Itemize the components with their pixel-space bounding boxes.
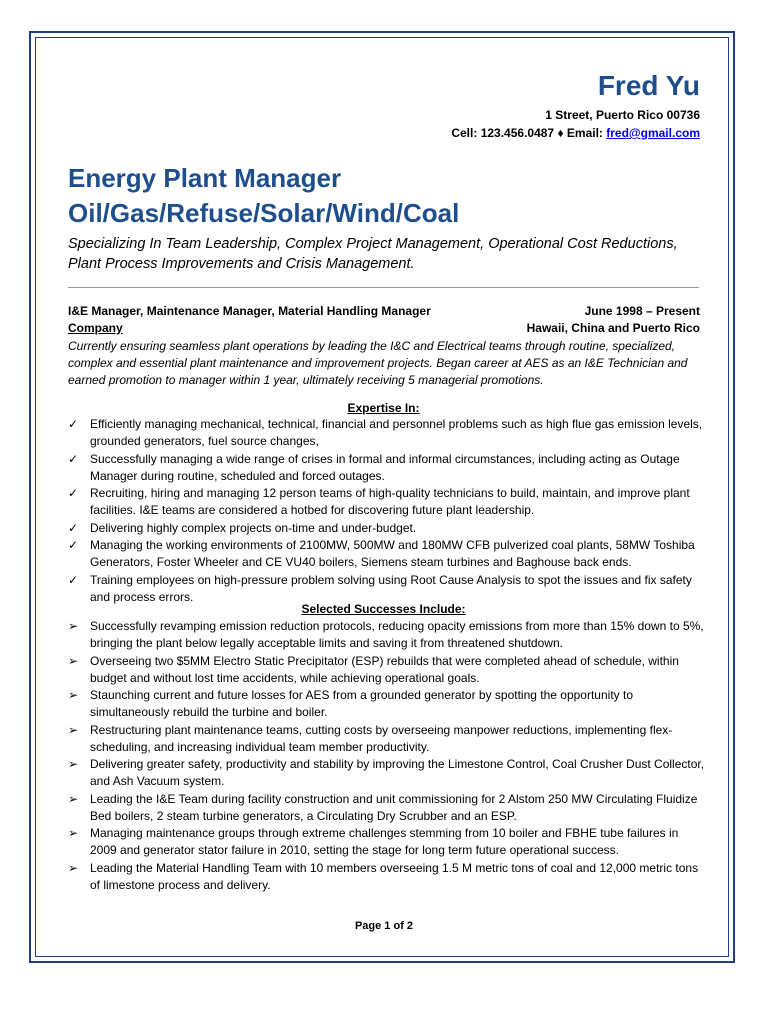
arrow-bullet-icon: ➢ [68,826,79,840]
list-item-text: Managing maintenance groups through extreme challenges stemming from 10 boiler and FBHE tube failures in 2009 and generator stator failure in 2010, setting the stage for long term future operational success. [90,826,679,857]
arrow-bullet-icon: ➢ [68,619,79,633]
list-item [68,687,708,721]
list-item [68,722,708,756]
list-item [68,416,708,450]
company-name: Company [68,321,123,335]
cell-label: Cell: [451,126,478,140]
list-item [68,537,708,571]
list-item [68,485,708,519]
email-label: Email: [566,126,603,140]
list-item-text: Recruiting, hiring and managing 12 person teams of high-quality technicians to build, maintain, and improve plant facilities. I&E teams are considered a hotbed for discovering future plant leadership. [90,486,690,517]
list-item [68,451,708,485]
cell-number: 123.456.0487 [480,126,555,140]
arrow-bullet-icon: ➢ [68,791,79,806]
arrow-bullet-icon: ➢ [68,722,79,737]
list-item-text: Leading the Material Handling Team with 10 members overseeing 1.5 M metric tons of coal and 12,000 metric tons of limestone process and delivery. [90,860,699,892]
checkmark-icon: ✓ [68,417,79,431]
expertise-list [68,416,708,606]
job-title: I&E Manager, Maintenance Manager, Material Handling Manager [68,304,431,318]
list-item-text: Leading the I&E Team during facility construction and unit commissioning for 2 Alstom 250 MW Circulating Fluidize Bed boilers, 2 steam turbine generators, a Circulating Dry Scrubber and an ESP. [90,791,698,823]
job-location: Hawaii, China and Puerto Rico [526,321,700,335]
list-item-text: Successfully managing a wide range of crises in formal and informal circumstances, including acting as Outage Manager during routine, scheduled and forced outages. [90,451,680,483]
list-item [68,860,708,894]
headline-title: Energy Plant Manager [68,163,342,193]
list-item [68,791,708,825]
job-dates: June 1998 – Present [584,304,700,318]
list-item [68,520,708,537]
arrow-bullet-icon: ➢ [68,860,79,875]
list-item-text: Staunching current and future losses for AES from a grounded generator by spotting the opportunity to simultaneously rebuild the turbine and boiler. [90,688,633,719]
diamond-separator-icon: ♦ [557,126,564,140]
arrow-bullet-icon: ➢ [68,688,79,702]
headline-industries: Oil/Gas/Refuse/Solar/Wind/Coal [68,198,460,228]
candidate-name: Fred Yu [597,70,700,101]
list-item [68,572,708,606]
checkmark-icon: ✓ [68,520,79,535]
checkmark-icon: ✓ [68,572,79,587]
list-item [68,618,708,652]
list-item-text: Delivering highly complex projects on-time and under-budget. [90,520,417,535]
list-item-text: Delivering greater safety, productivity and stability by improving the Limestone Control, Coal Crusher Dust Collector, and Ash Vacuum system. [90,757,705,788]
list-item-text: Managing the working environments of 2100MW, 500MW and 180MW CFB pulverized coal plants, 58MW Toshiba Generators, Foster Wheeler and CE VU40 boilers, Siemens steam turbines and Baghouse back ends. [90,538,695,569]
arrow-bullet-icon: ➢ [68,653,79,668]
job-summary: Currently ensuring seamless plant operations by leading the I&C and Electrical teams through routine, specialized, complex and essential plant maintenance and improvement projects. Began career at AES as an I&E Technician and earned promotion to manager within 1 year, ultimately receiving 5 managerial promotions. [68,339,688,387]
divider [68,287,699,288]
tagline: Specializing In Team Leadership, Complex Project Management, Operational Cost Reductions, Plant Process Improvements and Crisis Management. [68,236,678,272]
page-number: Page 1 of 2 [354,920,414,932]
list-item-text: Restructuring plant maintenance teams, cutting costs by overseeing manpower reductions, implementing flex-scheduling, and increasing individual team member productivity. [90,722,673,754]
successes-list [68,618,708,894]
successes-heading: Selected Successes Include: [301,602,466,616]
checkmark-icon: ✓ [68,486,79,500]
list-item-text: Overseeing two $5MM Electro Static Precipitator (ESP) rebuilds that were completed ahead of schedule, within budget and without lost time accidents, while achieving operational goals. [90,653,679,685]
list-item [68,756,708,790]
checkmark-icon: ✓ [68,451,79,466]
list-item-text: Training employees on high-pressure problem solving using Root Cause Analysis to spot the issues and fix safety and process errors. [90,572,692,604]
list-item-text: Successfully revamping emission reduction protocols, reducing opacity emissions from more than 15% down to 5%, bringing the plant below legally acceptable limits and saving it from threatened shutdown. [90,619,704,650]
arrow-bullet-icon: ➢ [68,757,79,771]
email-link[interactable]: fred@gmail.com [606,126,700,140]
list-item-text: Efficiently managing mechanical, technical, financial and personnel problems such as high flue gas emission levels, grounded generators, fuel source changes, [90,417,703,448]
checkmark-icon: ✓ [68,538,79,552]
list-item [68,825,708,859]
list-item [68,653,708,687]
address: 1 Street, Puerto Rico 00736 [545,108,700,122]
contact-line [451,126,700,140]
expertise-heading: Expertise In: [347,401,420,415]
